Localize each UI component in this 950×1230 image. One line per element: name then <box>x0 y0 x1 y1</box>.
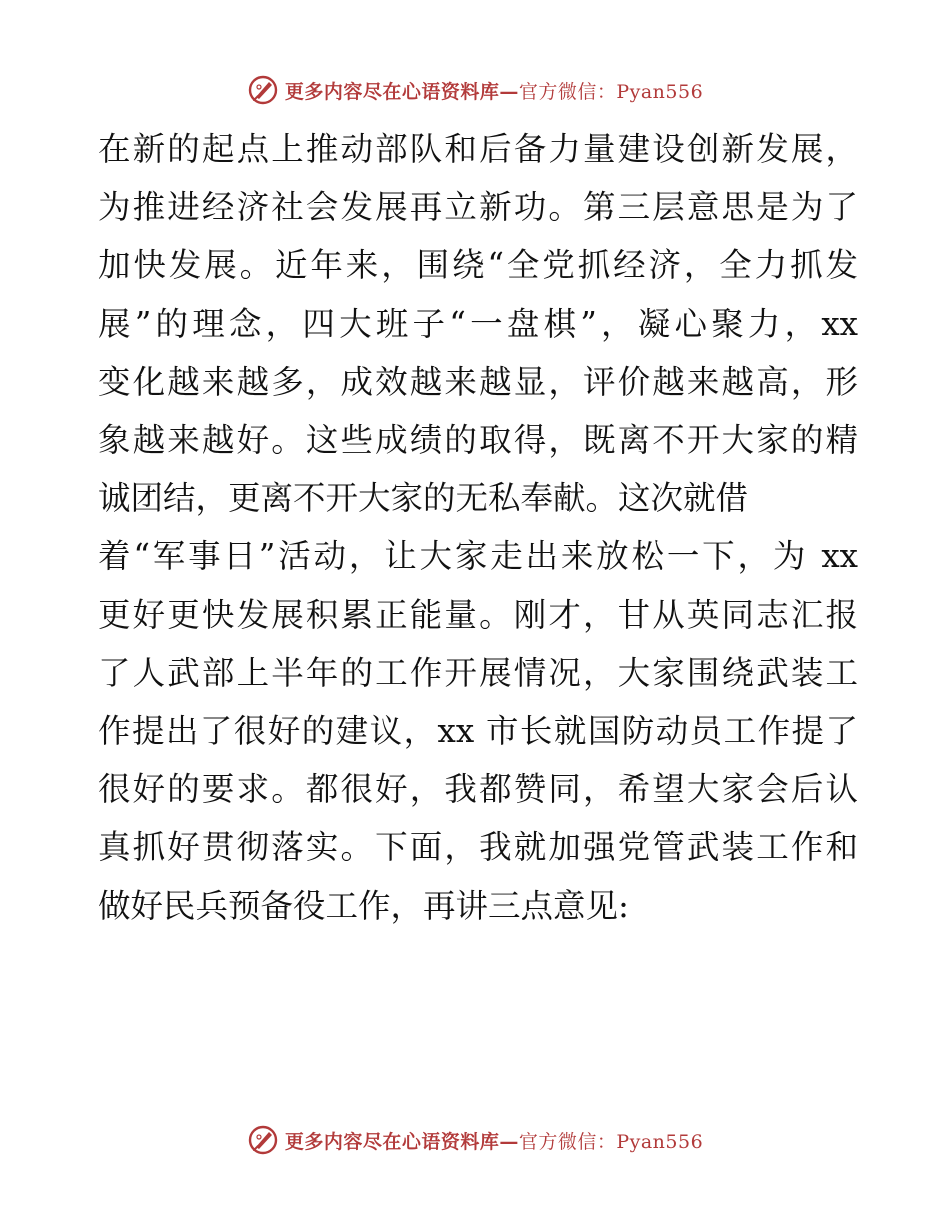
quill-pen-logo-icon <box>247 74 279 106</box>
text-line: 了人武部上半年的工作开展情况，大家围绕武装工 <box>98 653 858 692</box>
text-line: 作提出了很好的建议，xx 市长就国防动员工作提了 <box>98 712 858 751</box>
text-line: 展”的理念，四大班子“一盘棋”，凝心聚力，xx <box>98 304 858 343</box>
text-line: 更好更快发展积累正能量。刚才，甘从英同志汇报 <box>98 595 858 634</box>
document-body <box>98 120 858 935</box>
text-line: 很好的要求。都很好，我都赞同，希望大家会后认 <box>98 770 858 809</box>
text-line: 加快发展。近年来，围绕“全党抓经济，全力抓发 <box>98 246 858 285</box>
watermark-text: 更多内容尽在心语资料库—官方微信：Pyan556 <box>284 80 704 103</box>
header-watermark <box>0 68 950 112</box>
text-line: 真抓好贯彻落实。下面，我就加强党管武装工作和 <box>98 828 858 867</box>
text-line: 做好民兵预备役工作，再讲三点意见: <box>98 886 629 925</box>
text-line: 变化越来越多，成效越来越显，评价越来越高，形 <box>98 362 858 401</box>
text-line: 为推进经济社会发展再立新功。第三层意思是为了 <box>98 188 858 227</box>
text-line: 诚团结，更离不开大家的无私奉献。这次就借 <box>98 479 749 518</box>
text-line: 象越来越好。这些成绩的取得，既离不开大家的精 <box>98 421 858 460</box>
watermark-text: 更多内容尽在心语资料库—官方微信：Pyan556 <box>284 1130 704 1153</box>
footer-watermark <box>0 1118 950 1162</box>
text-line: 着“军事日”活动，让大家走出来放松一下，为 xx <box>98 537 858 576</box>
text-line: 在新的起点上推动部队和后备力量建设创新发展， <box>98 130 858 168</box>
quill-pen-logo-icon <box>247 1124 279 1156</box>
